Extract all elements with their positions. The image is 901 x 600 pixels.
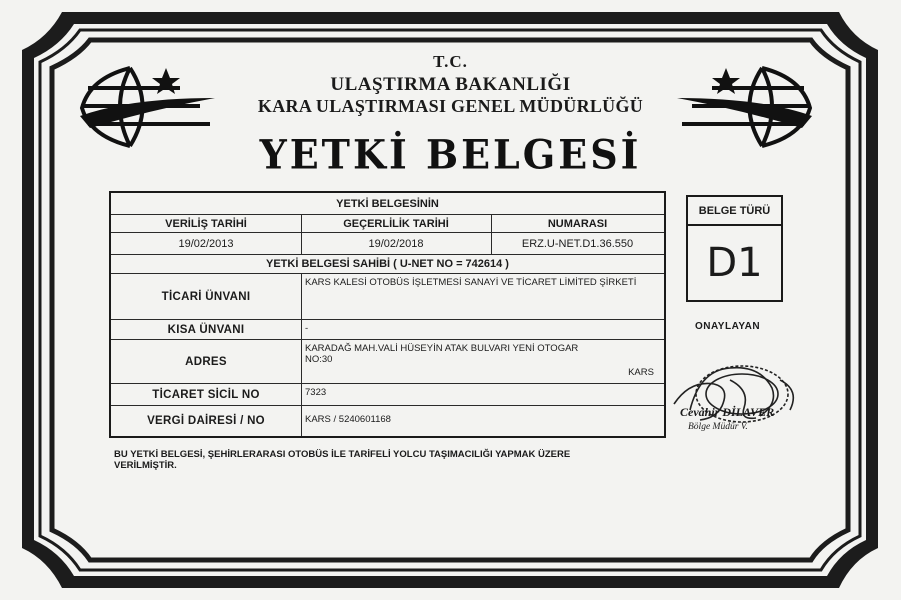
certificate-type-label: BELGE TÜRÜ xyxy=(688,197,781,226)
owner-title: YETKİ BELGESİ SAHİBİ ( U-NET NO = 742614 ) xyxy=(266,258,509,270)
row-label-address: ADRES xyxy=(185,355,227,368)
header-ministry: ULAŞTIRMA BAKANLIĞI xyxy=(330,74,571,95)
document-title: YETKİ BELGESİ xyxy=(259,130,642,179)
validity-date: 19/02/2018 xyxy=(368,237,424,250)
row-value-tax-office: KARS / 5240601168 xyxy=(305,414,391,425)
certificate-type-value: D1 xyxy=(706,240,763,286)
signer-name: Cevahir DİLAVER xyxy=(680,405,775,419)
certificate-table xyxy=(109,191,666,438)
row-label-trade-registry: TİCARET SİCİL NO xyxy=(152,388,260,401)
row-value-address-city: KARS xyxy=(628,366,654,378)
col-header-validity-date: GEÇERLİLİK TARİHİ xyxy=(343,217,449,230)
table-row xyxy=(111,384,664,406)
row-value-address: KARADAĞ MAH.VALİ HÜSEYİN ATAK BULVARI YENİ OTOGAR NO:30 xyxy=(305,343,579,365)
col-header-number: NUMARASI xyxy=(547,217,608,230)
certificate-number: ERZ.U-NET.D1.36.550 xyxy=(521,237,634,250)
row-value-trade-name: KARS KALESİ OTOBÜS İŞLETMESİ SANAYİ VE TİCARET LİMİTED ŞİRKETİ xyxy=(305,277,637,288)
certificate-type-box xyxy=(686,195,783,302)
table-row xyxy=(111,274,664,320)
table-row xyxy=(111,320,664,340)
signer-title: Bölge Müdür V. xyxy=(688,422,748,432)
approval-label: ONAYLAYAN xyxy=(695,321,761,332)
row-value-trade-registry: 7323 xyxy=(305,387,327,398)
column-value-row xyxy=(111,233,664,255)
column-header-row xyxy=(111,215,664,233)
table-row xyxy=(111,406,664,436)
issue-date: 19/02/2013 xyxy=(178,237,234,250)
row-label-short-name: KISA ÜNVANI xyxy=(167,323,245,336)
row-value-short-name: - xyxy=(305,323,309,334)
section-title-row xyxy=(111,193,664,215)
footer-statement: BU YETKİ BELGESİ, ŞEHİRLERARASI OTOBÜS İLE TARİFELİ YOLCU TAŞIMACILIĞI YAPMAK ÜZERE VERİLMİŞTİR. xyxy=(114,449,571,471)
row-label-trade-name: TİCARİ ÜNVANI xyxy=(161,290,251,303)
section-title: YETKİ BELGESİNİN xyxy=(336,197,439,210)
header-tc: T.C. xyxy=(433,52,468,71)
owner-title-row xyxy=(111,255,664,274)
col-header-issue-date: VERİLİŞ TARİHİ xyxy=(165,217,247,230)
header-directorate: KARA ULAŞTIRMASI GENEL MÜDÜRLÜĞÜ xyxy=(257,96,644,116)
row-label-tax-office: VERGİ DAİRESİ / NO xyxy=(147,415,265,427)
table-row xyxy=(111,340,664,384)
